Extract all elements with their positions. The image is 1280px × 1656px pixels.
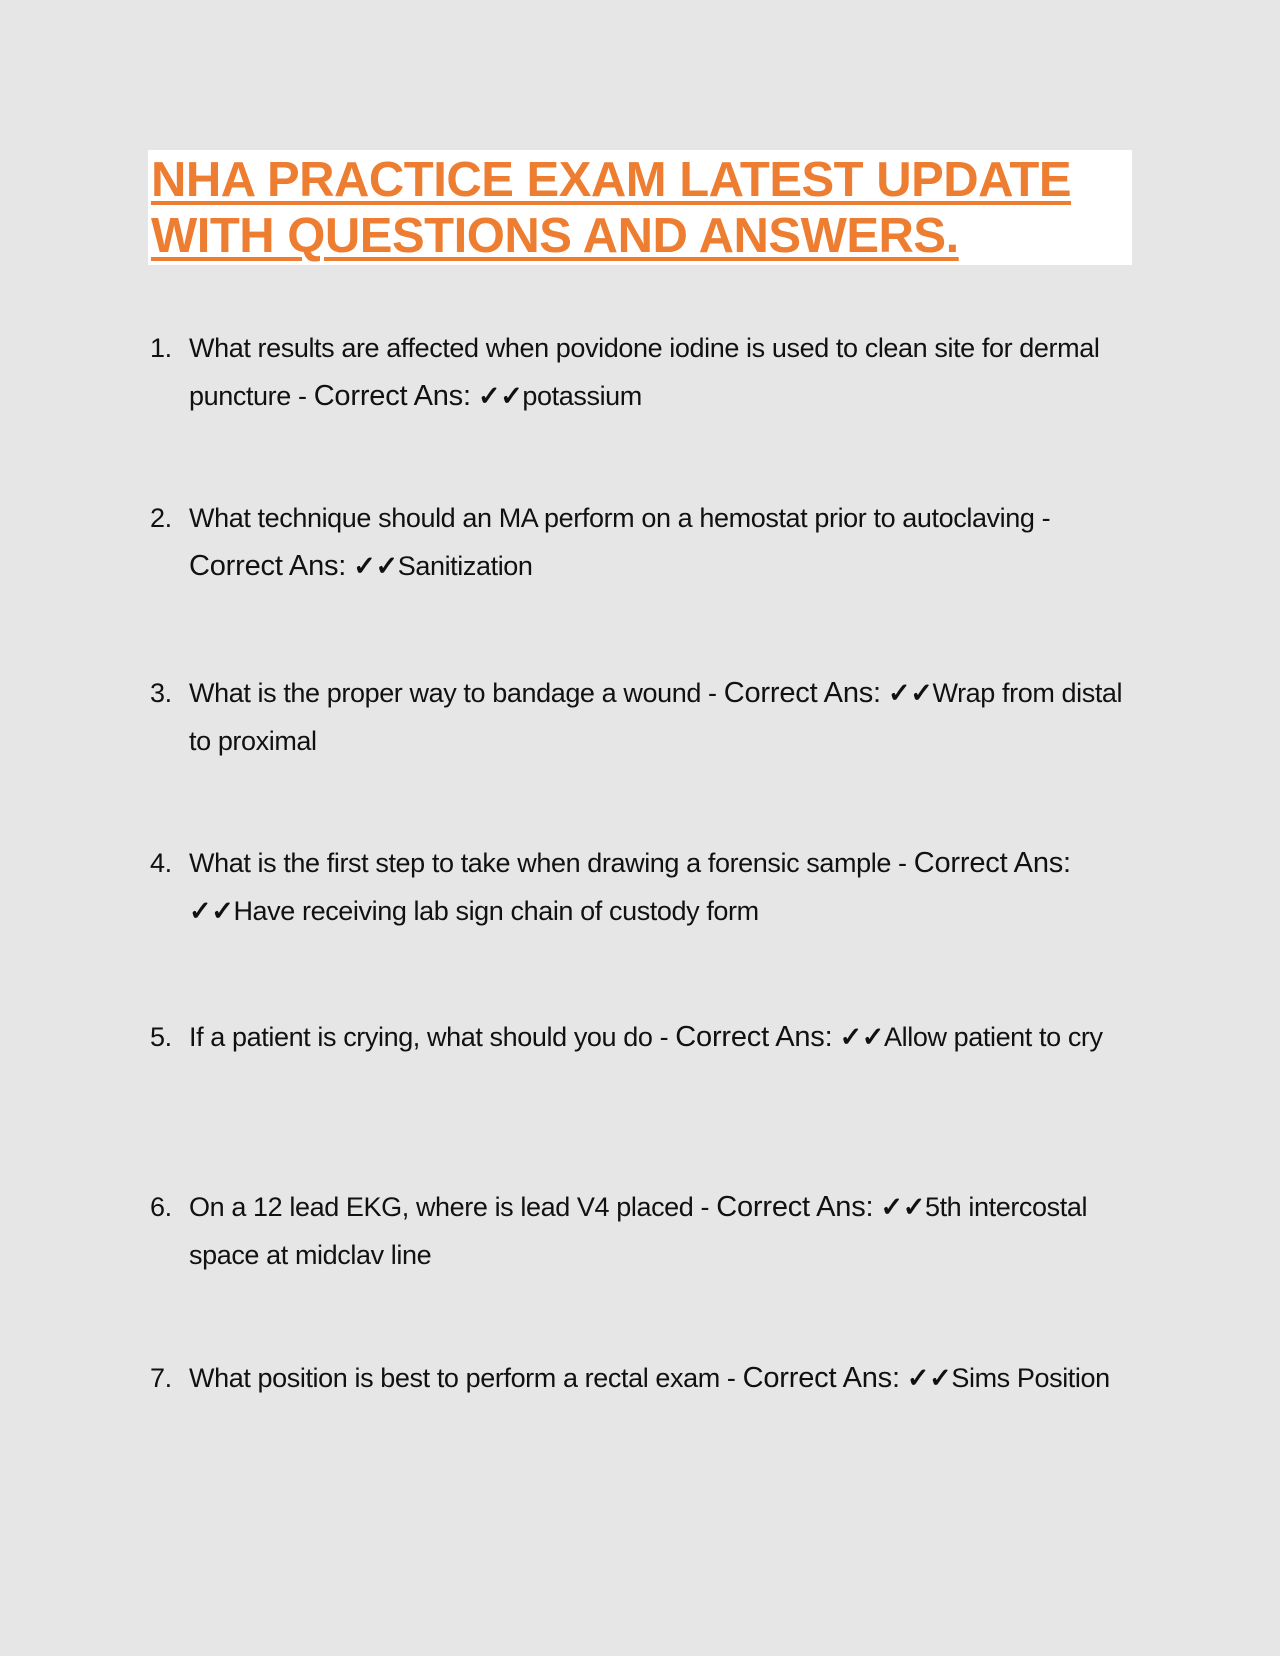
correct-answer-label: Correct Ans: [716,1191,874,1223]
question-text: On a 12 lead EKG, where is lead V4 placed - [189,1192,710,1222]
question-text: What is the proper way to bandage a wound - [189,678,717,708]
question-text-block [189,839,1130,935]
question-text: What technique should an MA perform on a hemostat prior to autoclaving - [189,503,1051,533]
answer-text: potassium [522,381,642,411]
correct-answer-label: Correct Ans: [723,677,881,709]
question-text-block [189,1013,1130,1061]
answer-text: Wrap from distal to proximal [189,678,1123,756]
question-number: 3. [150,678,172,708]
correct-answer-label: Correct Ans: [742,1362,900,1394]
page-title [148,150,1132,264]
question-item [150,839,1130,935]
question-item [150,669,1130,765]
answer-text: Allow patient to cry [884,1022,1103,1052]
double-check-icon: ✓✓ [906,1363,952,1393]
answer-text: 5th intercostal space at midclav line [189,1192,1088,1270]
question-number: 5. [150,1022,172,1052]
question-number: 4. [150,848,172,878]
question-text: What is the first step to take when drawing a forensic sample - [189,848,907,878]
question-item [150,1013,1130,1061]
question-text: If a patient is crying, what should you do - [189,1022,669,1052]
question-number: 6. [150,1192,172,1222]
double-check-icon: ✓✓ [189,896,234,926]
question-text-block [189,1354,1130,1402]
title-line-2: WITH QUESTIONS AND ANSWERS. [151,209,959,263]
question-item [150,324,1130,420]
question-number: 2. [150,503,172,533]
question-item [150,1354,1130,1402]
correct-answer-label: Correct Ans: [189,550,347,582]
title-line-1: NHA PRACTICE EXAM LATEST UPDATE [151,153,1072,207]
title-box [148,150,1132,265]
question-text: What results are affected when povidone iodine is used to clean site for dermal puncture - [189,333,1100,411]
double-check-icon: ✓✓ [839,1022,885,1052]
answer-text: Sanitization [397,551,533,581]
correct-answer-label: Correct Ans: [675,1021,833,1053]
question-item [150,494,1130,590]
question-text-block [189,324,1130,420]
question-text-block [189,494,1130,590]
question-text-block [189,669,1130,765]
correct-answer-label: Correct Ans: [313,380,471,412]
question-number: 1. [150,333,172,363]
question-item [150,1183,1130,1279]
answer-text: Have receiving lab sign chain of custody form [233,896,759,926]
answer-text: Sims Position [951,1363,1110,1393]
question-text: What position is best to perform a rectal exam - [189,1363,736,1393]
double-check-icon: ✓✓ [880,1192,925,1222]
double-check-icon: ✓✓ [353,551,398,581]
correct-answer-label: Correct Ans: [913,847,1071,879]
double-check-icon: ✓✓ [888,678,933,708]
double-check-icon: ✓✓ [477,381,523,411]
question-number: 7. [150,1363,172,1393]
question-text-block [189,1183,1130,1279]
